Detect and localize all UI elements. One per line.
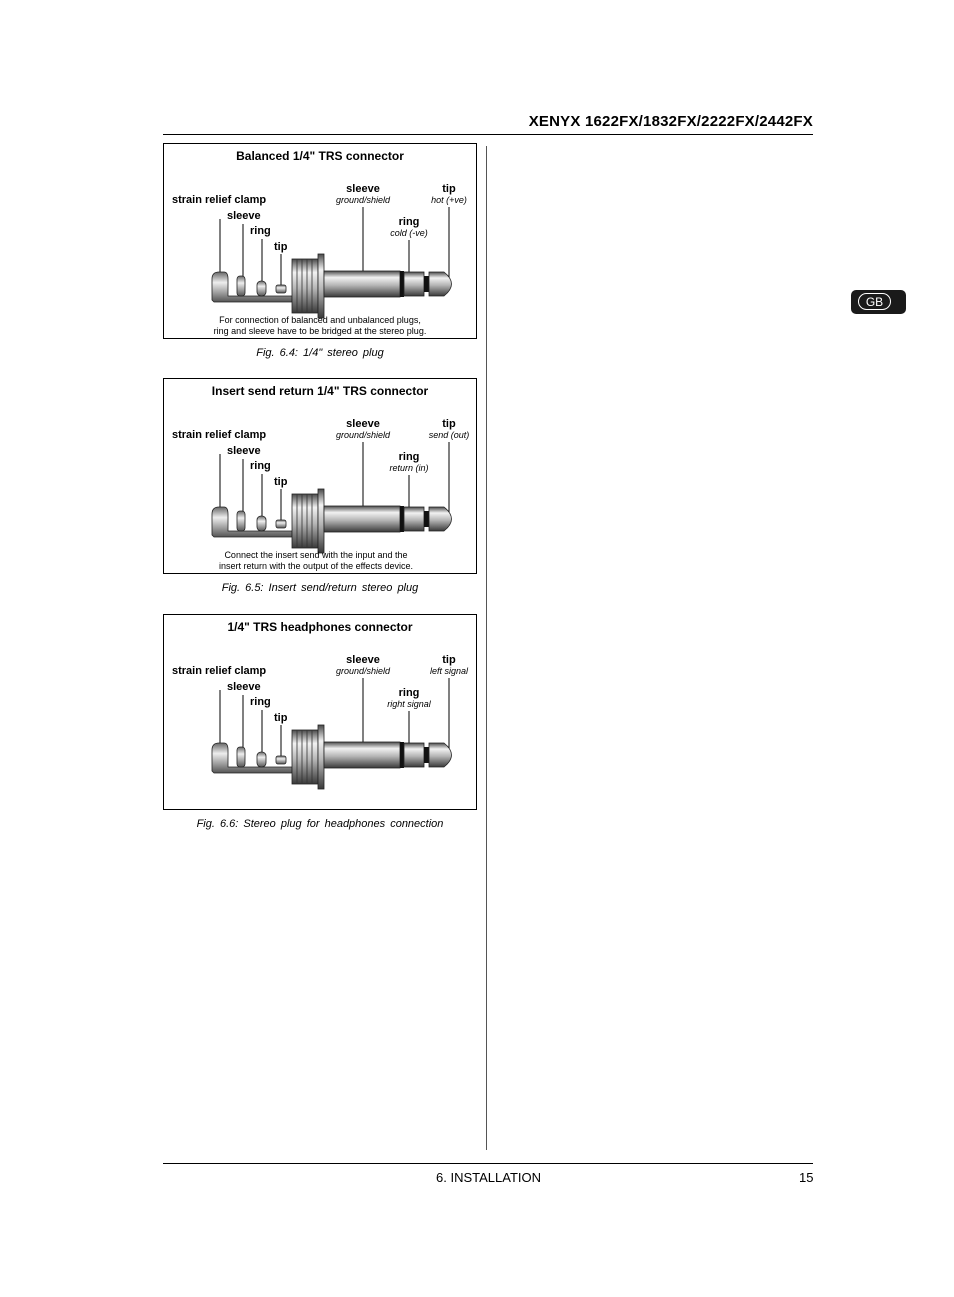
label-sleeve-sub: ground/shield	[335, 195, 391, 205]
label-ring-sub: cold (-ve)	[390, 228, 428, 238]
label-ring-sub: return (in)	[389, 463, 429, 473]
figure-title: 1/4" TRS headphones connector	[227, 620, 413, 634]
footer-divider	[163, 1163, 813, 1164]
label-ring-right: ring	[398, 216, 420, 228]
label-sleeve-left: sleeve	[227, 681, 261, 693]
label-tip-right: tip	[442, 654, 456, 666]
footer-section-title: 6. INSTALLATION	[436, 1170, 541, 1185]
label-tip-left: tip	[274, 241, 288, 253]
figure-caption: Fig. 6.5: Insert send/return stereo plug	[221, 582, 419, 594]
label-tip-sub: left signal	[429, 666, 469, 676]
page-number: 15	[799, 1170, 814, 1185]
figure-insert-send-return-trs	[163, 378, 477, 574]
label-ring-right: ring	[398, 451, 420, 463]
label-sleeve-sub: ground/shield	[335, 430, 391, 440]
label-sleeve-right: sleeve	[346, 183, 380, 195]
label-ring-left: ring	[250, 460, 271, 472]
label-ring-left: ring	[250, 696, 271, 708]
label-ring-left: ring	[250, 225, 271, 237]
figure-caption: Fig. 6.6: Stereo plug for headphones connection	[196, 818, 444, 830]
document-header-title: XENYX 1622FX/1832FX/2222FX/2442FX	[528, 113, 813, 130]
language-badge-label: GB	[858, 293, 891, 310]
figure-balanced-trs	[163, 143, 477, 339]
label-sleeve-left: sleeve	[227, 445, 261, 457]
label-tip-right: tip	[442, 418, 456, 430]
label-strain-relief-clamp: strain relief clamp	[172, 429, 267, 441]
label-tip-sub: hot (+ve)	[431, 195, 467, 205]
header-divider	[163, 134, 813, 135]
label-tip-right: tip	[442, 183, 456, 195]
label-ring-sub: right signal	[387, 699, 431, 709]
label-sleeve-left: sleeve	[227, 210, 261, 222]
label-ring-right: ring	[398, 687, 420, 699]
figure-title: Insert send return 1/4" TRS connector	[211, 384, 429, 398]
language-badge	[851, 290, 906, 314]
label-sleeve-right: sleeve	[346, 418, 380, 430]
figure-note-line-1: For connection of balanced and unbalanced plugs,	[219, 315, 421, 325]
figure-title: Balanced 1/4" TRS connector	[236, 149, 404, 163]
figure-note-line-1: Connect the insert send with the input and the	[224, 550, 408, 560]
label-tip-left: tip	[274, 712, 288, 724]
label-strain-relief-clamp: strain relief clamp	[172, 665, 267, 677]
figure-caption: Fig. 6.4: 1/4" stereo plug	[256, 347, 384, 359]
figure-headphones-trs	[163, 614, 477, 810]
column-divider	[486, 146, 487, 1150]
figure-note-line-2: insert return with the output of the effects device.	[219, 561, 413, 571]
figure-note-line-2: ring and sleeve have to be bridged at the stereo plug.	[213, 326, 427, 336]
label-sleeve-sub: ground/shield	[335, 666, 391, 676]
label-strain-relief-clamp: strain relief clamp	[172, 194, 267, 206]
label-sleeve-right: sleeve	[346, 654, 380, 666]
label-tip-sub: send (out)	[428, 430, 470, 440]
label-tip-left: tip	[274, 476, 288, 488]
